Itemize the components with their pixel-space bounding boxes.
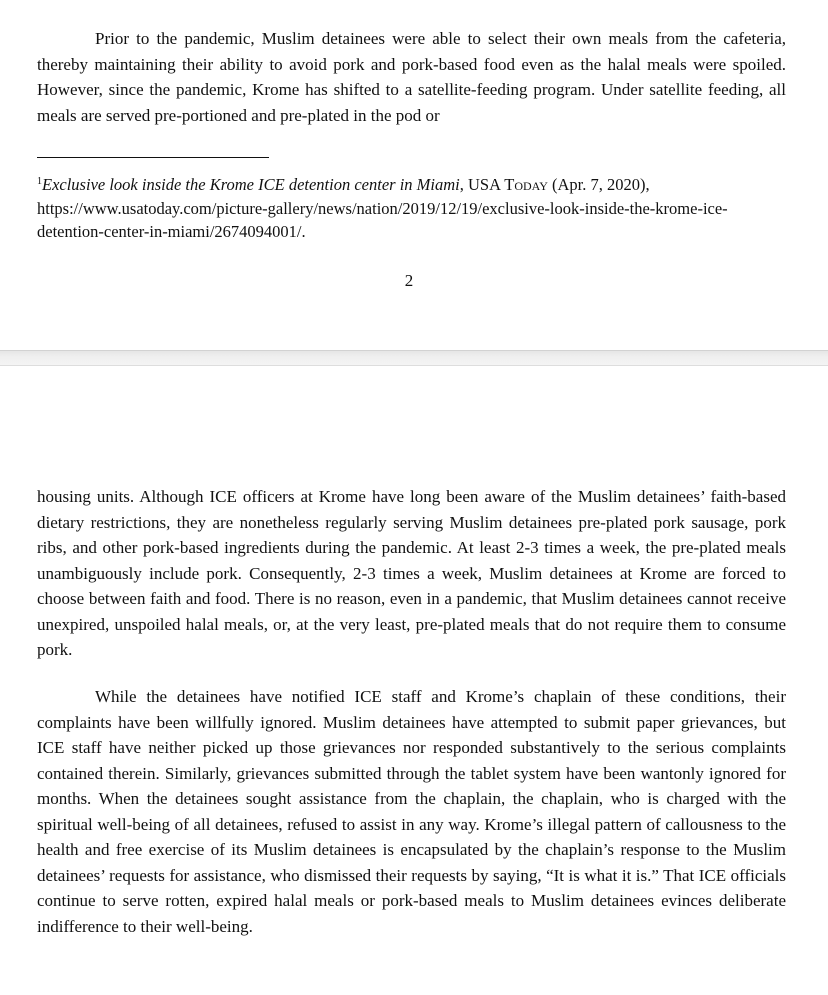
body-paragraph: Prior to the pandemic, Muslim detainees were able to select their own meals from the cafeteria, thereby maintaining their ability to avoid pork and pork-based food even as the halal meals were spoiled. However, since the pandemic, Krome has shifted to a satellite-feeding program. Under satellite feeding, all meals are served pre-portioned and pre-plated in the pod or — [37, 29, 786, 125]
footnote-article-title: Exclusive look inside the Krome ICE detention center in Miami — [42, 175, 460, 194]
footnote-divider — [37, 157, 269, 158]
footnote-publication-usa: USA — [468, 175, 505, 194]
document-page-lower — [0, 366, 828, 995]
document-page-upper — [0, 0, 828, 350]
footnote-date: (Apr. 7, 2020), — [547, 175, 650, 194]
footnote — [37, 170, 786, 244]
page-number: 2 — [404, 271, 414, 290]
footnote-url: https://www.usatoday.com/picture-gallery/news/nation/2019/12/19/exclusive-look-inside-the-krome-ice-detention-center-in-miami/2674094001/. — [37, 198, 728, 241]
body-paragraph: While the detainees have notified ICE staff and Krome’s chaplain of these conditions, their complaints have been willfully ignored. Muslim detainees have attempted to submit paper grievances, but ICE staff have neither picked up those grievances nor responded substantively to the serious complaints contained therein. Similarly, grievances submitted through the tablet system have been wantonly ignored for months. When the detainees sought assistance from the chaplain, the chaplain, who is charged with the spiritual well-being of all detainees, refused to assist in any way. Krome’s illegal pattern of callousness to the health and free exercise of its Muslim detainees is encapsulated by the chaplain’s response to the Muslim detainees’ requests for assistance, who dismissed their requests by saying, “It is what it is.” That ICE officials continue to serve rotten, expired halal meals or pork-based meals to Muslim detainees evinces deliberate indifference to their well-being. — [37, 687, 786, 936]
footnote-separator: , — [459, 175, 468, 194]
body-paragraph-continued: housing units. Although ICE officers at Krome have long been aware of the Muslim detainees’ faith-based dietary restrictions, they are nonetheless regularly serving Muslim detainees pre-plated pork sausage, pork ribs, and other pork-based ingredients during the pandemic. At least 2-3 times a week, the pre-plated meals unambiguously include pork. Consequently, 2-3 times a week, Muslim detainees at Krome are forced to choose between faith and food. There is no reason, even in a pandemic, that Muslim detainees cannot receive unexpired, unspoiled halal meals, or, at the very least, pre-plated meals that do not require them to consume pork. — [37, 487, 786, 659]
footnote-publication-today: Today — [504, 175, 548, 194]
footnote-marker: 1 — [37, 176, 42, 187]
page-separator — [0, 350, 828, 366]
